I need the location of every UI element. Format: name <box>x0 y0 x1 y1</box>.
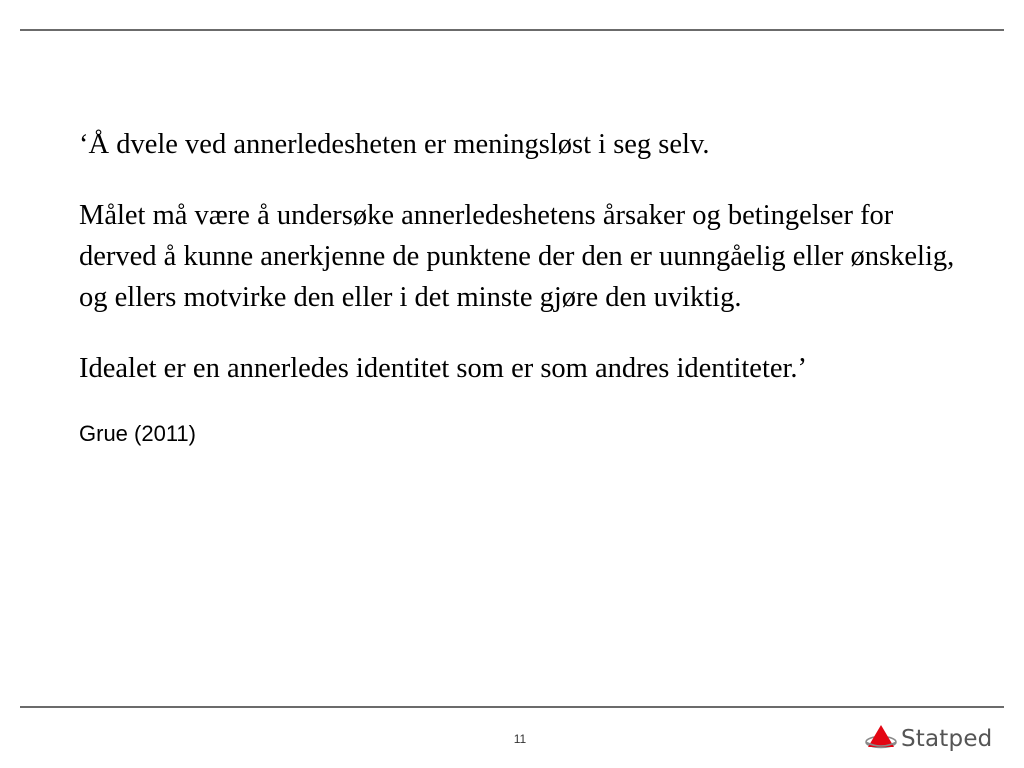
statped-logo-icon <box>864 722 898 756</box>
bottom-divider <box>20 706 1004 708</box>
citation: Grue (2011) <box>79 421 196 446</box>
statped-logo <box>864 722 992 756</box>
page-number: 11 <box>513 732 527 746</box>
quote-paragraph-3: Idealet er en annerledes identitet som er som andres identiteter.’ <box>79 353 808 384</box>
top-divider <box>20 29 1004 31</box>
quote-paragraph-2: Målet må være å undersøke annerledeshetens årsaker og betingelser for derved å kunne anerkjenne de punktene der den er uunngåelig eller ønskelig, og ellers motvirke den eller i det minste gjøre den uviktig. <box>79 200 955 313</box>
slide-body <box>79 124 959 449</box>
logo-text: Statped <box>901 726 993 752</box>
quote-paragraph-1: ‘Å dvele ved annerledesheten er meningsløst i seg selv. <box>79 129 710 160</box>
